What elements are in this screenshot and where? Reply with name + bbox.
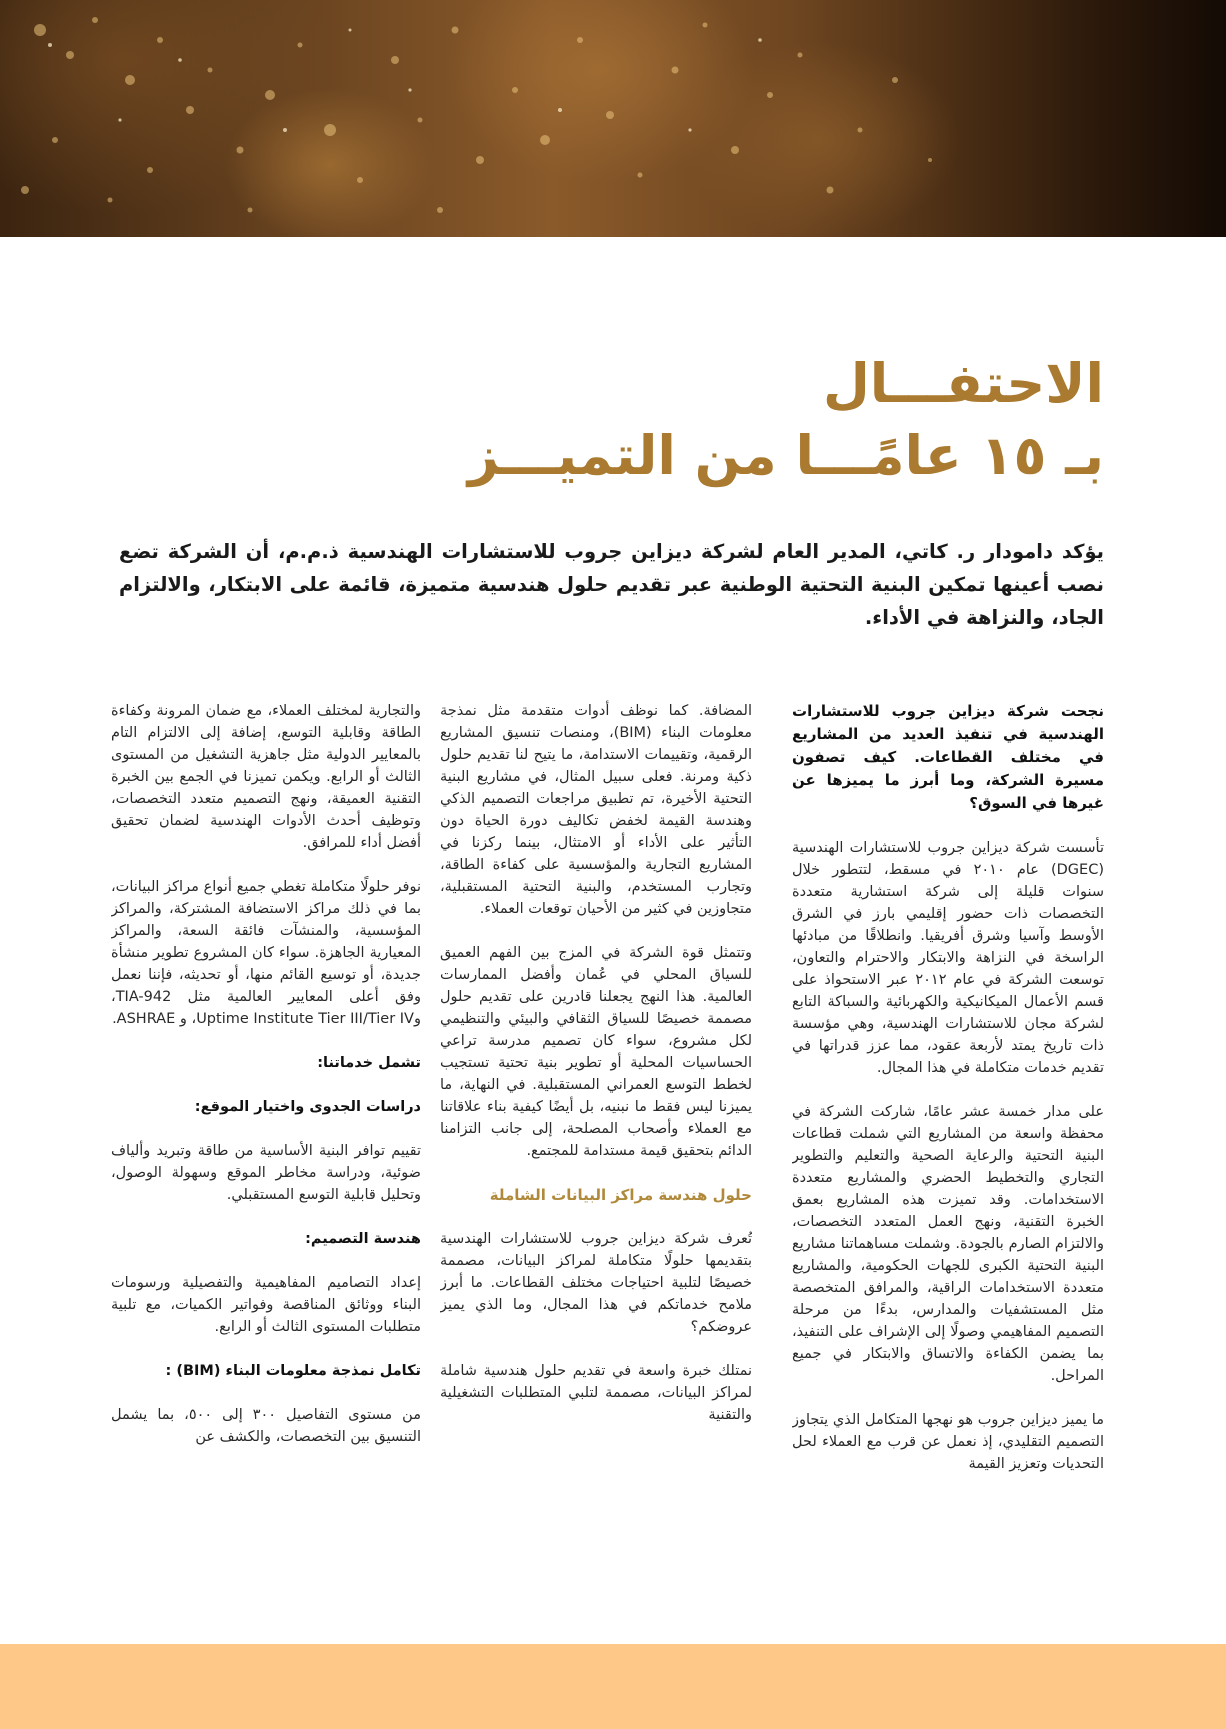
- column-3: [111, 700, 421, 1600]
- interview-question: تُعرف شركة ديزاين جروب للاستشارات الهندسية بتقديمها حلولًا متكاملة لمراكز البيانات، مصممة خصيصًا لتلبية احتياجات مختلف القطاعات. ما أبرز ملامح خدماتكم في هذا المجال، وما الذي يميز عروضكم؟: [440, 1231, 752, 1335]
- title-line-1: الاحتفـــال: [822, 352, 1104, 415]
- interview-question: نجحت شركة ديزاين جروب للاستشارات الهندسية في تنفيذ العديد من المشاريع في مختلف القطاعات. كيف تصفون مسيرة الشركة، وما أبرز ما يميزها عن غيرها في السوق؟: [792, 702, 1104, 812]
- lead-paragraph: يؤكد دامودار ر. كاتي، المدير العام لشركة ديزاين جروب للاستشارات الهندسية ذ.م.م، أن الشركة تضع نصب أعينها تمكين البنية التحتية الوطنية عبر تقديم حلول هندسية متميزة، قائمة على الابتكار، والالتزام الجاد، والنزاهة في الأداء.: [119, 540, 1104, 629]
- body-paragraph: ما يميز ديزاين جروب هو نهجها المتكامل الذي يتجاوز التصميم التقليدي، إذ نعمل عن قرب مع العملاء لحل التحديات وتعزيز القيمة: [792, 1412, 1104, 1472]
- body-paragraph: إعداد التصاميم المفاهيمية والتفصيلية ورسومات البناء ووثائق المناقصة وفواتير الكميات، مع تلبية متطلبات المستوى الثالث أو الرابع.: [111, 1275, 421, 1335]
- body-paragraph: وتتمثل قوة الشركة في المزج بين الفهم العميق للسياق المحلي في عُمان وأفضل الممارسات العالمية. هذا النهج يجعلنا قادرين على تقديم حلول مصممة خصيصًا للسياق الثقافي والبيئي والتنظيمي لكل مشروع، سواء كان تصميم مدرسة تراعي الحساسيات المحلية أو تطوير بنية تحتية تستجيب لخطط التوسع العمراني المستقبلية. في النهاية، ما يميزنا ليس فقط ما نبنيه، بل أيضًا كيفية بناء علاقاتنا مع العملاء وأصحاب المصلحة، إلى جانب التزامنا الدائم بتحقيق قيمة مستدامة للمجتمع.: [440, 945, 752, 1159]
- body-paragraph: على مدار خمسة عشر عامًا، شاركت الشركة في محفظة واسعة من المشاريع التي شملت قطاعات البنية التحتية والرعاية الصحية والتعليم والتطوير التجاري والتخطيط الحضري والمشاريع متعددة الاستخدامات. وقد تميزت هذه المشاريع بعمق الخبرة التقنية، ونهج العمل المتعدد التخصصات، والالتزام الصارم بالجودة. وشملت مساهماتنا مشاريع البنية التحتية الكبرى للجهات الحكومية، والمشاريع متعددة الاستخدامات الراقية، والمرافق المتخصصة مثل المستشفيات والمدارس، بدءًا من مرحلة التصميم المفاهيمي وصولًا إلى الإشراف على التنفيذ، بما يضمن الكفاءة والاتساق والابتكار في جميع المراحل.: [792, 1104, 1104, 1384]
- article-title: [324, 348, 1104, 492]
- body-paragraph: تقييم توافر البنية الأساسية من طاقة وتبريد وألياف ضوئية، ودراسة مخاطر الموقع وسهولة الوصول، وتحليل قابلية التوسع المستقبلي.: [111, 1143, 421, 1203]
- body-paragraph: والتجارية لمختلف العملاء، مع ضمان المرونة وكفاءة الطاقة وقابلية التوسع، إضافة إلى الالتزام التام بالمعايير الدولية مثل جاهزية التشغيل من المستوى الثالث أو الرابع. ويكمن تميزنا في الجمع بين الخبرة التقنية العميقة، ونهج التصميم متعدد التخصصات، وتوظيف أحدث الأدوات الهندسية لضمان تحقيق أفضل أداء للمرافق.: [111, 703, 421, 851]
- body-paragraph: المضافة. كما نوظف أدوات متقدمة مثل نمذجة معلومات البناء (BIM)، ومنصات تنسيق المشاريع الرقمية، وتقييمات الاستدامة، ما يتيح لنا تقديم حلول ذكية ومرنة. فعلى سبيل المثال، في مشاريع البنية التحتية الأخيرة، تم تطبيق مراجعات التصميم الذكي وهندسة القيمة لخفض تكاليف دورة الحياة دون التأثير على الأداء أو الامتثال، بينما ركزنا في المشاريع التجارية والمؤسسية على كفاءة الطاقة، وتجارب المستخدم، والبنية التحتية المستقبلية، متجاوزين في كثير من الأحيان توقعات العملاء.: [440, 703, 752, 917]
- body-paragraph: نمتلك خبرة واسعة في تقديم حلول هندسية شاملة لمراكز البيانات، مصممة لتلبي المتطلبات التشغيلية والتقنية: [440, 1363, 752, 1423]
- body-paragraph: تأسست شركة ديزاين جروب للاستشارات الهندسية (DGEC) عام ٢٠١٠ في مسقط، لتتطور خلال سنوات قليلة إلى شركة استشارية متعددة التخصصات ذات حضور إقليمي بارز في الشرق الأوسط وآسيا وشرق أفريقيا. وانطلاقًا من مبادئها الراسخة في النزاهة والابتكار والاحترام والتعاون، توسعت الشركة في عام ٢٠١٢ عبر الاستحواذ على قسم الأعمال الميكانيكية والكهربائية والسباكة التابع لشركة مجان للاستشارات الهندسية، وهي مؤسسة ذات تاريخ يمتد لأربعة عقود، مما عزز قدراتها في تقديم خدمات متكاملة في هذا المجال.: [792, 840, 1104, 1076]
- column-2: [440, 700, 752, 1600]
- footer-band: [0, 1644, 1226, 1729]
- title-line-2: بـ ١٥ عامًـــا من التميـــز: [467, 424, 1104, 487]
- body-paragraph: نوفر حلولًا متكاملة تغطي جميع أنواع مراكز البيانات، بما في ذلك مراكز الاستضافة المشتركة، والمراكز المؤسسية، والمنشآت فائقة السعة، والمراكز المعيارية الجاهزة. سواء كان المشروع تطوير منشأة جديدة، أو توسيع القائم منها، أو تحديثه، فإننا نعمل وفق أعلى المعايير العالمية مثل TIA-942، وUptime Institute Tier III/Tier IV، و ASHRAE.: [111, 879, 421, 1027]
- hero-image: [0, 0, 1226, 237]
- subheading-services: تشمل خدماتنا:: [317, 1055, 421, 1071]
- subheading-design: هندسة التصميم:: [305, 1231, 421, 1247]
- bokeh-decoration: [0, 0, 1226, 237]
- body-paragraph: من مستوى التفاصيل ٣٠٠ إلى ٥٠٠، بما يشمل التنسيق بين التخصصات، والكشف عن: [111, 1407, 421, 1445]
- column-1: [792, 700, 1104, 1600]
- subheading-bim: تكامل نمذجة معلومات البناء (BIM) :: [165, 1363, 421, 1379]
- subheading-feasibility: دراسات الجدوى واختيار الموقع:: [194, 1099, 421, 1115]
- section-heading: حلول هندسة مراكز البيانات الشاملة: [489, 1186, 752, 1204]
